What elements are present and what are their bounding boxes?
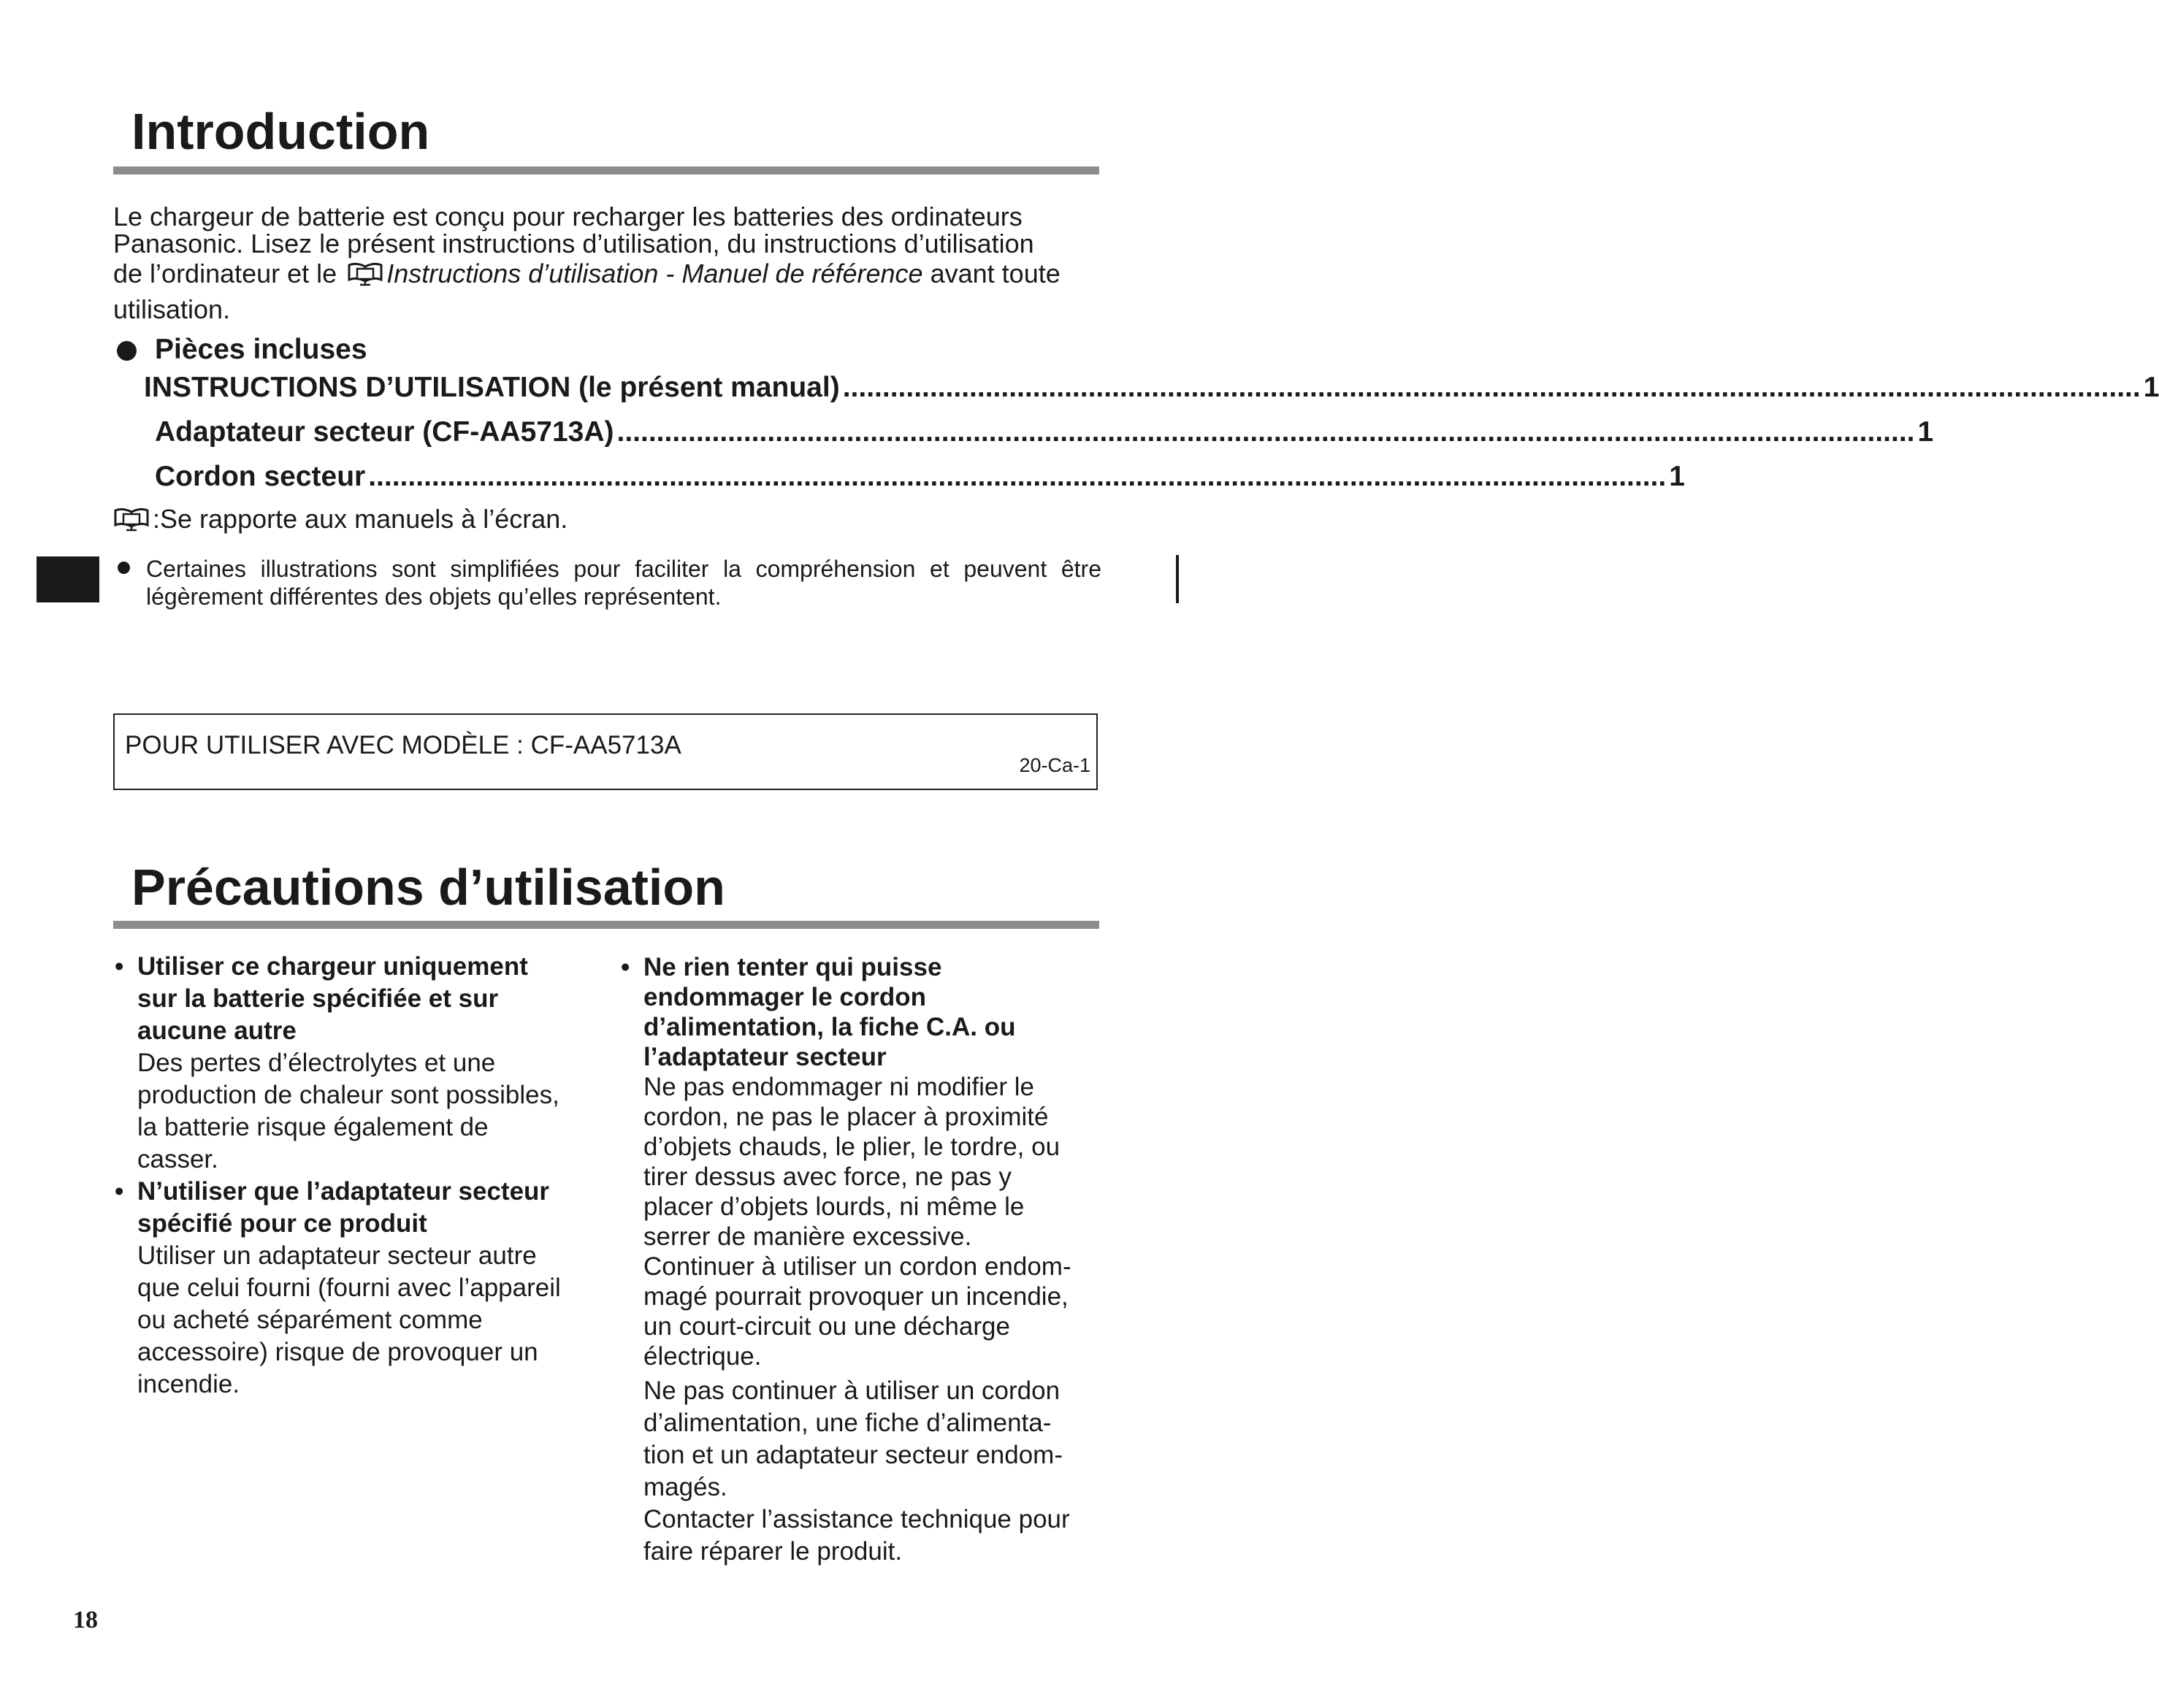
- precaution-body-line: électrique.: [643, 1342, 762, 1371]
- bullet-dot-icon: [118, 562, 130, 574]
- precaution-body-line: Ne pas continuer à utiliser un cordon: [643, 1376, 1061, 1405]
- margin-change-bar: [1176, 555, 1179, 603]
- pieces-item-qty: 1: [2143, 372, 2159, 403]
- precaution-body-line: Des pertes d’électrolytes et une: [137, 1049, 496, 1077]
- precaution-body-line: magés.: [643, 1473, 727, 1501]
- precaution-heading-line: sur la batterie spécifiée et sur: [137, 984, 499, 1013]
- precaution-body-line: Utiliser un adaptateur secteur autre: [137, 1241, 537, 1270]
- illustration-note: [115, 555, 1101, 610]
- illustration-note-line-2: légèrement différentes des objets qu’elles représentent.: [146, 583, 722, 610]
- precaution-body-line: incendie.: [137, 1370, 240, 1398]
- precaution-body-line: magé pourrait provoquer un incendie,: [643, 1282, 1069, 1311]
- precaution-heading-line: Utiliser ce chargeur uniquement: [137, 952, 528, 981]
- precaution-body-line: production de chaleur sont possibles,: [137, 1081, 559, 1109]
- precaution-body-line: placer d’objets lourds, ni même le: [643, 1192, 1025, 1221]
- precaution-body-line: d’alimentation, une fiche d’alimenta-: [643, 1409, 1052, 1437]
- precaution-item: [113, 951, 610, 1176]
- precaution-item: [113, 1176, 610, 1401]
- icon-legend: [113, 506, 568, 534]
- intro-line-4: utilisation.: [113, 294, 231, 324]
- reference-manual-title: Instructions d’utilisation - Manuel de référence: [386, 259, 923, 288]
- precaution-heading-line: d’alimentation, la fiche C.A. ou: [643, 1013, 1016, 1041]
- page-number: 18: [73, 1606, 98, 1634]
- pieces-item-label: Adaptateur secteur (CF-AA5713A): [155, 416, 614, 448]
- intro-line-1: Le chargeur de batterie est conçu pour recharger les batteries des ordinateurs: [113, 202, 1023, 231]
- precaution-body-line: Contacter l’assistance technique pour: [643, 1505, 1070, 1533]
- dot-leader: ....................................................................................................................................................................: [368, 461, 1667, 492]
- precautions-title: Précautions d’utilisation: [131, 859, 725, 916]
- bullet: •: [621, 953, 630, 981]
- illustration-note-line-1: Certaines illustrations sont simplifiées pour faciliter la compréhension et peuvent être: [146, 556, 1101, 582]
- precautions-left-column: [113, 951, 610, 1401]
- precaution-body-line: la batterie risque également de: [137, 1113, 489, 1141]
- intro-line-3-end: avant toute: [922, 259, 1061, 288]
- bullet-dot-icon: [117, 341, 137, 361]
- pieces-item-instructions: [144, 372, 2159, 403]
- intro-title: Introduction: [131, 103, 430, 160]
- precaution-body-line: ou acheté séparément comme: [137, 1306, 483, 1334]
- precaution-body-line: cordon, ne pas le placer à proximité: [643, 1103, 1049, 1131]
- pieces-item-qty: 1: [1669, 461, 1685, 492]
- intro-line-3: [113, 260, 1107, 288]
- dot-leader: ....................................................................................................................................................................: [616, 416, 1915, 448]
- precautions-right-column: [619, 952, 1116, 1566]
- precaution-heading-line: endommager le cordon: [643, 983, 927, 1011]
- precaution-item: [619, 952, 1116, 1566]
- section-tab-marker: [37, 556, 99, 602]
- precaution-heading-line: spécifié pour ce produit: [137, 1209, 427, 1238]
- precaution-body-line: que celui fourni (fourni avec l’appareil: [137, 1274, 561, 1302]
- precaution-body-line: tirer dessus avec force, ne pas y: [643, 1163, 1012, 1191]
- dot-leader: ....................................................................................................................................................................: [842, 372, 2141, 403]
- pieces-item-adaptateur: [155, 416, 1934, 448]
- model-code: 20-Ca-1: [1019, 754, 1090, 776]
- precaution-body-line: faire réparer le produit.: [643, 1537, 903, 1566]
- intro-line-3-start: de l’ordinateur et le: [113, 259, 345, 288]
- bullet: •: [115, 1177, 124, 1206]
- precaution-heading-line: aucune autre: [137, 1016, 297, 1045]
- precaution-body-line: un court-circuit ou une décharge: [643, 1312, 1010, 1341]
- bullet: •: [115, 952, 124, 981]
- precaution-heading-line: N’utiliser que l’adaptateur secteur: [137, 1177, 550, 1206]
- book-screen-icon: [347, 262, 383, 288]
- model-box: [113, 713, 1098, 790]
- model-label: POUR UTILISER AVEC MODÈLE : CF-AA5713A: [125, 731, 681, 759]
- precaution-heading-line: Ne rien tenter qui puisse: [643, 953, 942, 981]
- intro-paragraph: [113, 203, 1107, 323]
- precaution-body-line: Ne pas endommager ni modifier le: [643, 1073, 1034, 1101]
- book-screen-icon: [113, 508, 150, 534]
- precaution-body-line: Continuer à utiliser un cordon endom-: [643, 1252, 1071, 1281]
- precaution-body-line: serrer de manière excessive.: [643, 1222, 972, 1251]
- intro-line-2: Panasonic. Lisez le présent instructions d’utilisation, du instructions d’utilisation: [113, 229, 1034, 259]
- icon-legend-text: :Se rapporte aux manuels à l’écran.: [153, 504, 568, 534]
- pieces-item-label: INSTRUCTIONS D’UTILISATION (le présent manual): [144, 372, 840, 403]
- intro-title-rule: [113, 166, 1099, 175]
- precautions-title-rule: [113, 921, 1099, 929]
- precaution-heading-line: l’adaptateur secteur: [643, 1043, 887, 1071]
- precaution-body-line: d’objets chauds, le plier, le tordre, ou: [643, 1133, 1061, 1161]
- pieces-heading-text: Pièces incluses: [155, 334, 367, 365]
- pieces-item-label: Cordon secteur: [155, 461, 366, 492]
- precaution-body-line: tion et un adaptateur secteur endom-: [643, 1441, 1063, 1469]
- pieces-item-qty: 1: [1917, 416, 1934, 448]
- precaution-body-line: casser.: [137, 1145, 218, 1173]
- pieces-item-cordon: [155, 461, 1685, 492]
- precaution-body-line: accessoire) risque de provoquer un: [137, 1338, 538, 1366]
